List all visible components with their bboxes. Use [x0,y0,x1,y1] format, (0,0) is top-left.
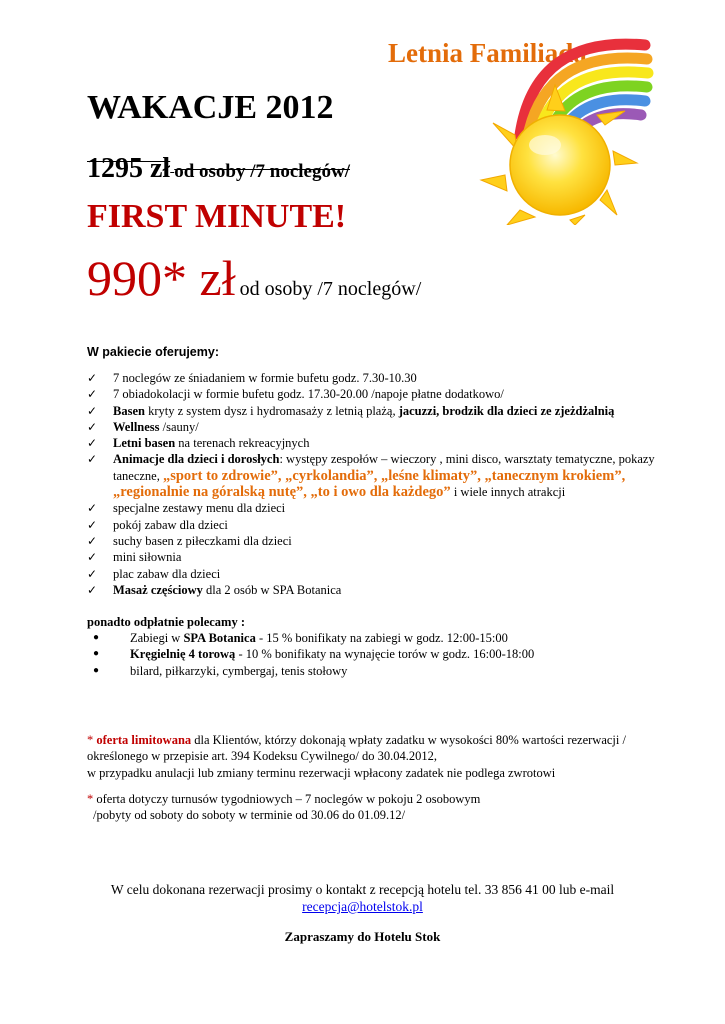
list-item: ✓ Animacje dla dzieci i dorosłych: występy zespołów – wieczory , mini disco, warsztaty tematyczne, pokazy taneczne, „sport to zdrowie”, „cyrkolandia”, „leśne klimaty”, „tanecznym krokiem”, „regionalnie na góralską nutę”, „to i owo dla każdego” i wiele innych atrakcji [87,452,655,501]
bullet-icon: ● [93,664,100,676]
old-price [87,153,350,185]
rainbow-sun-logo [475,15,665,225]
new-price [87,249,421,307]
package-title: W pakiecie oferujemy: [87,345,219,359]
animation-themes: „sport to zdrowie”, „cyrkolandia”, „leśne klimaty”, „tanecznym krokiem”, „regionalnie na góralską nutę”, „to i owo dla każdego” [113,467,626,501]
checkmark-icon: ✓ [87,371,98,385]
extra-title: ponadto odpłatnie polecamy : [87,615,246,629]
checkmark-icon: ✓ [87,452,98,467]
checkmark-icon: ✓ [87,419,98,434]
bullet-icon: ● [93,648,100,660]
list-item: ✓ 7 obiadokolacji w formie bufetu godz. 17.30-20.00 /napoje płatne dodatkowo/ [87,387,504,402]
old-price-amount: 1295 zł [87,153,171,184]
contact-info: W celu dokonana rezerwacji prosimy o kontakt z recepcją hotelu tel. 33 856 41 00 lub e-mail recepcja@hotelstok.pl [110,882,615,914]
list-item: ✓ Basen kryty z system dysz i hydromasaży z letnią plażą, jacuzzi, brodzik dla dzieci ze zjeżdżalnią [87,403,615,418]
list-item: ✓ plac zabaw dla dzieci [87,566,221,581]
bullet-icon: ● [93,632,100,643]
new-price-per: od osoby /7 noclegów/ [239,278,422,300]
new-price-amount: 990* zł [87,250,236,306]
list-item: ✓ mini siłownia [87,550,182,565]
old-price-per: od osoby /7 noclegów/ [174,161,350,182]
checkmark-icon: ✓ [87,566,98,581]
list-item: ✓ specjalne zestawy menu dla dzieci [87,501,286,516]
list-item: ✓ pokój zabaw dla dzieci [87,517,228,532]
package-list [87,370,667,598]
list-item: ✓ Masaż częściowy dla 2 osób w SPA Botanica [87,582,342,597]
turnus-note: * oferta dotyczy turnusów tygodniowych – 7 noclegów w pokoju 2 osobowym /pobyty od soboty do soboty w terminie od 30.06 do 01.09.12/ [87,792,481,823]
season-title: WAKACJE 2012 [87,89,334,126]
list-item: ● Zabiegi w SPA Botanica - 15 % bonifikaty na zabiegi w godz. 12:00-15:00 [93,631,508,645]
list-item: ✓ Letni basen na terenach rekreacyjnych [87,436,310,451]
list-item: ● bilard, piłkarzyki, cymbergaj, tenis stołowy [93,663,348,678]
list-item: ✓ suchy basen z piłeczkami dla dzieci [87,533,292,548]
list-item: ● Kręgielnię 4 torową - 10 % bonifikaty na wynajęcie torów w godz. 16:00-18:00 [93,647,535,662]
list-item: ✓ Wellness /sauny/ [87,419,199,434]
checkmark-icon: ✓ [87,436,98,451]
checkmark-icon: ✓ [87,403,98,418]
extra-list [87,630,667,679]
list-item: ✓ 7 noclegów ze śniadaniem w formie bufetu godz. 7.30-10.30 [87,371,417,385]
checkmark-icon: ✓ [87,501,98,516]
checkmark-icon: ✓ [87,550,98,565]
invitation: Zapraszamy do Hotelu Stok [284,929,441,944]
checkmark-icon: ✓ [87,517,98,532]
checkmark-icon: ✓ [87,582,98,597]
email-link[interactable]: recepcja@hotelstok.pl [302,899,423,914]
limited-offer-note: * oferta limitowana dla Klientów, którzy dokonają wpłaty zadatku w wysokości 80% wartości rezerwacji / określonego w przepisie art. 394 Kodeksu Cywilnego/ do 30.04.2012, w przypadku anulacji lub zmiany terminu rezerwacji wpłacony zadatek nie podlega zwrotowi [87,733,626,780]
brand-title: Letnia Familiada [388,38,587,68]
checkmark-icon: ✓ [87,533,98,548]
checkmark-icon: ✓ [87,387,98,402]
first-minute-heading: FIRST MINUTE! [87,198,347,235]
